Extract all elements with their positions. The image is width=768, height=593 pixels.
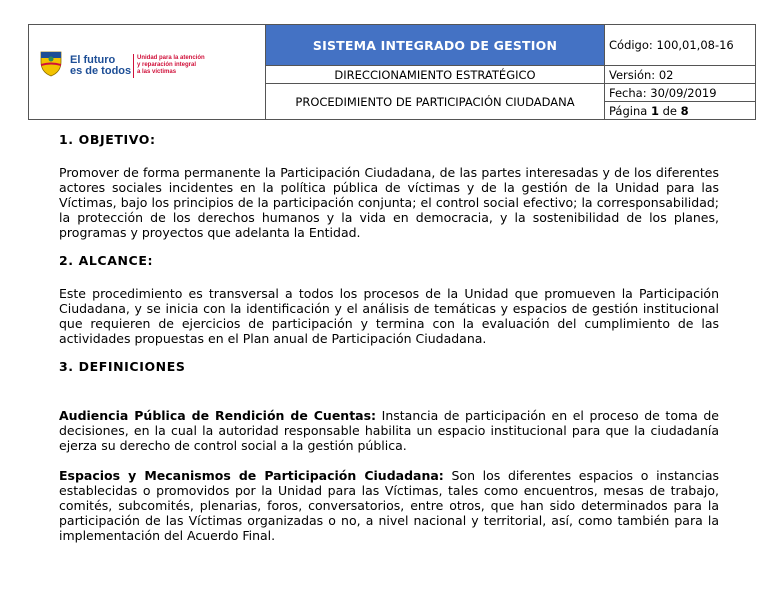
- section-definiciones-heading: 3. DEFINICIONES: [59, 359, 186, 374]
- logo-entity-name: Unidad para la atención y reparación integral a las víctimas: [137, 55, 205, 75]
- document-code: Código: 100,01,08-16: [605, 25, 756, 66]
- definition-text: Son los diferentes espacios o instancias establecidas o promovidos por la Unidad para las Víctimas, tales como encuentros, mesas de trabajo, comités, subcomités, plenarias, foros, conversatorios, entre otros, que han sido determinados para la participación de las Víctimas organizadas o no, a nivel nacional y territorial, así, como también para la implementación del Acuerdo Final.: [59, 468, 719, 543]
- section-objetivo-text: Promover de forma permanente la Participación Ciudadana, de las partes interesadas y de los diferentes actores sociales incidentes en la política pública de víctimas y de la gestión de la Unidad para las Víctimas, bajo los principios de la participación conjunta; el control social efectivo; la corresponsabilidad; la protección de los derechos humanos y la vida en democracia, y la sostenibilidad de los planes, programas y proyectos que adelanta la Entidad.: [59, 165, 719, 240]
- document-version: Versión: 02: [605, 66, 756, 84]
- logo-slogan: El futuro es de todos: [70, 54, 132, 77]
- system-title: SISTEMA INTEGRADO DE GESTION: [266, 25, 605, 66]
- page-number: Página 1 de 8: [605, 102, 756, 120]
- logo-cell: [29, 25, 266, 120]
- section-alcance-text: Este procedimiento es transversal a todos los procesos de la Unidad que promueven la Participación Ciudadana, y se inicia con la identificación y el análisis de temáticas y espacios de gestión institucional que requieren de ejercicios de participación y termina con la evaluación del cumplimiento de las actividades propuestas en el Plan anual de Participación Ciudadana.: [59, 286, 719, 346]
- definition-espacios-mecanismos: [59, 468, 719, 543]
- coat-of-arms-icon: [39, 49, 63, 77]
- logo-divider: [133, 54, 134, 78]
- document-body: [59, 132, 719, 543]
- area-title: DIRECCIONAMIENTO ESTRATÉGICO: [266, 66, 605, 84]
- definition-term: Espacios y Mecanismos de Participación Ciudadana:: [59, 468, 444, 483]
- definition-text: Instancia de participación en el proceso de toma de decisiones, en la cual la autoridad responsable habilita un espacio institucional para que la ciudadanía ejerza su derecho de control social a la gestión pública.: [59, 408, 719, 453]
- institution-logo: [29, 25, 265, 119]
- definition-term: Audiencia Pública de Rendición de Cuentas:: [59, 408, 377, 423]
- procedure-title: PROCEDIMIENTO DE PARTICIPACIÓN CIUDADANA: [266, 84, 605, 120]
- definition-audiencia-publica: [59, 408, 719, 453]
- document-header-table: [28, 24, 756, 120]
- section-alcance-heading: 2. ALCANCE:: [59, 253, 154, 268]
- section-objetivo-heading: 1. OBJETIVO:: [59, 132, 156, 147]
- document-date: Fecha: 30/09/2019: [605, 84, 756, 102]
